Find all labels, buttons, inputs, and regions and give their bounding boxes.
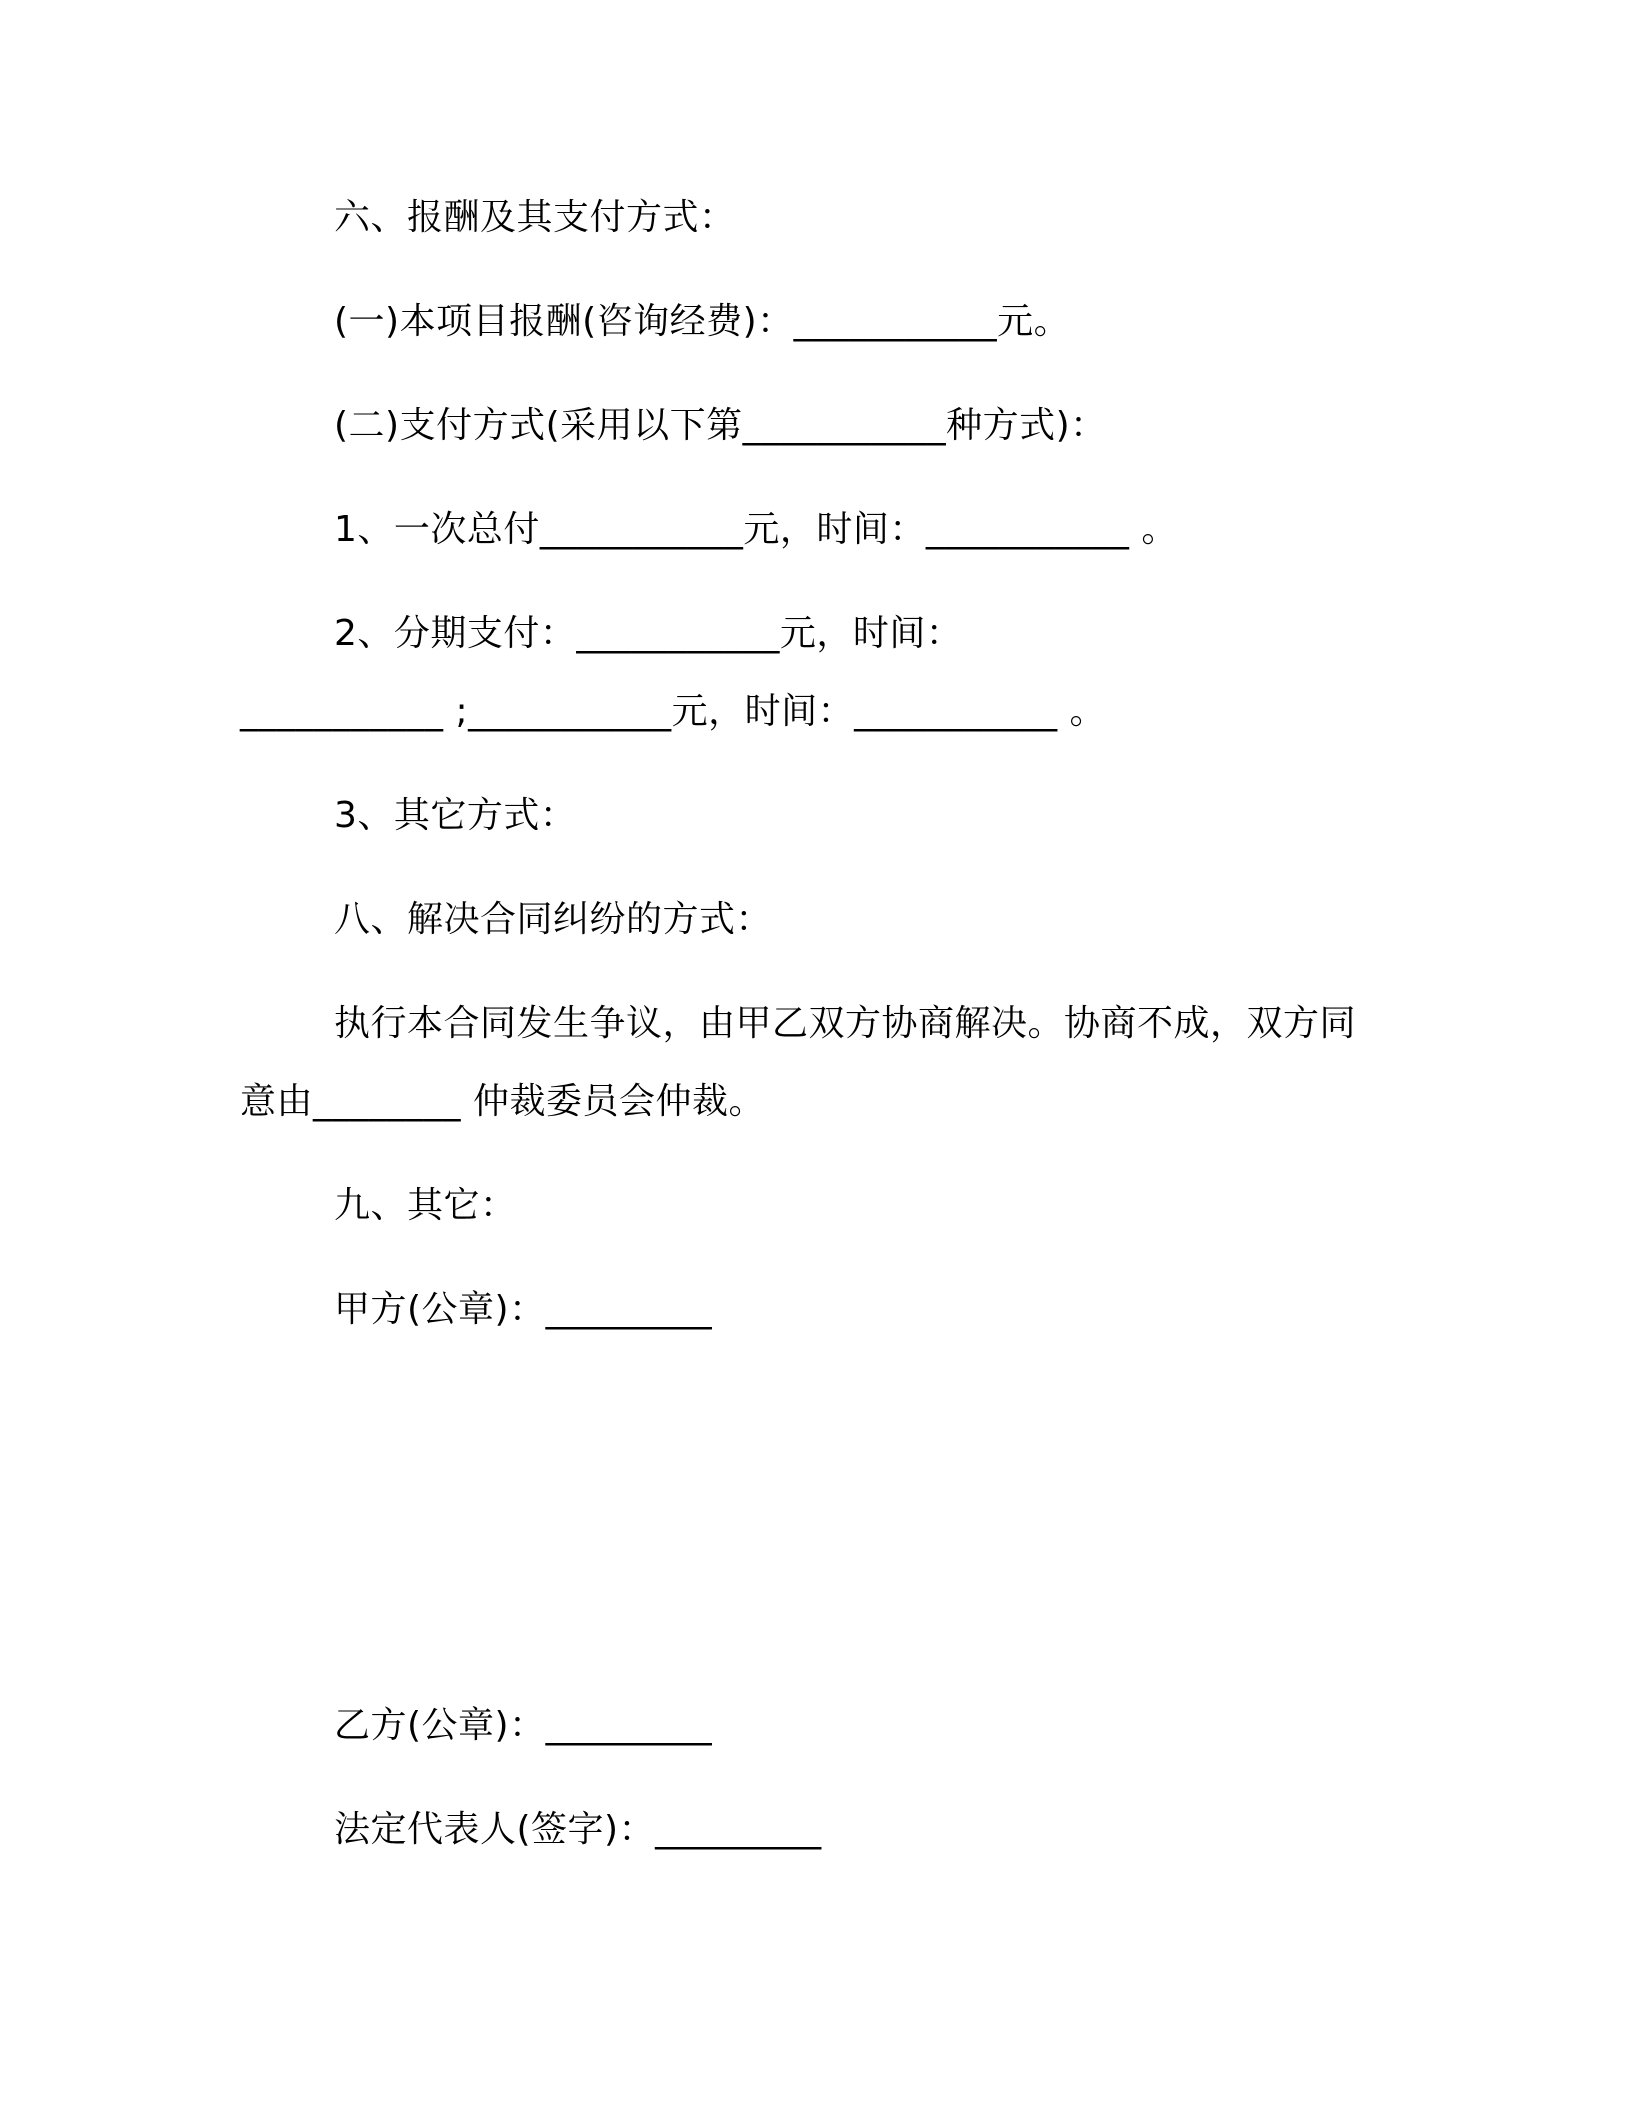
lump-sum-payment-line: 1、一次总付___________元，时间：___________ 。 [334,509,1178,550]
remuneration-amount-line: (一)本项目报酬(咨询经费)：___________元。 [334,301,1071,342]
installment-payment-continuation: ___________ ;___________元，时间：___________ 。 [240,691,1107,732]
installment-payment-line: 2、分期支付：___________元，时间： [334,613,963,654]
section-eight-heading: 八、解决合同纠纷的方式： [334,899,773,940]
payment-method-line: (二)支付方式(采用以下第___________种方式)： [334,405,1107,446]
other-payment-line: 3、其它方式： [334,795,577,836]
section-nine-heading: 九、其它： [334,1185,517,1226]
party-b-seal-line: 乙方(公章)：_________ [334,1705,713,1746]
dispute-resolution-line: 执行本合同发生争议，由甲乙双方协商解决。协商不成，双方同 [334,1003,1357,1044]
legal-representative-signature-line: 法定代表人(签字)：_________ [334,1809,822,1850]
party-a-seal-line: 甲方(公章)：_________ [334,1289,713,1330]
dispute-resolution-continuation: 意由________ 仲裁委员会仲裁。 [240,1081,765,1122]
section-six-heading: 六、报酬及其支付方式： [334,197,736,238]
